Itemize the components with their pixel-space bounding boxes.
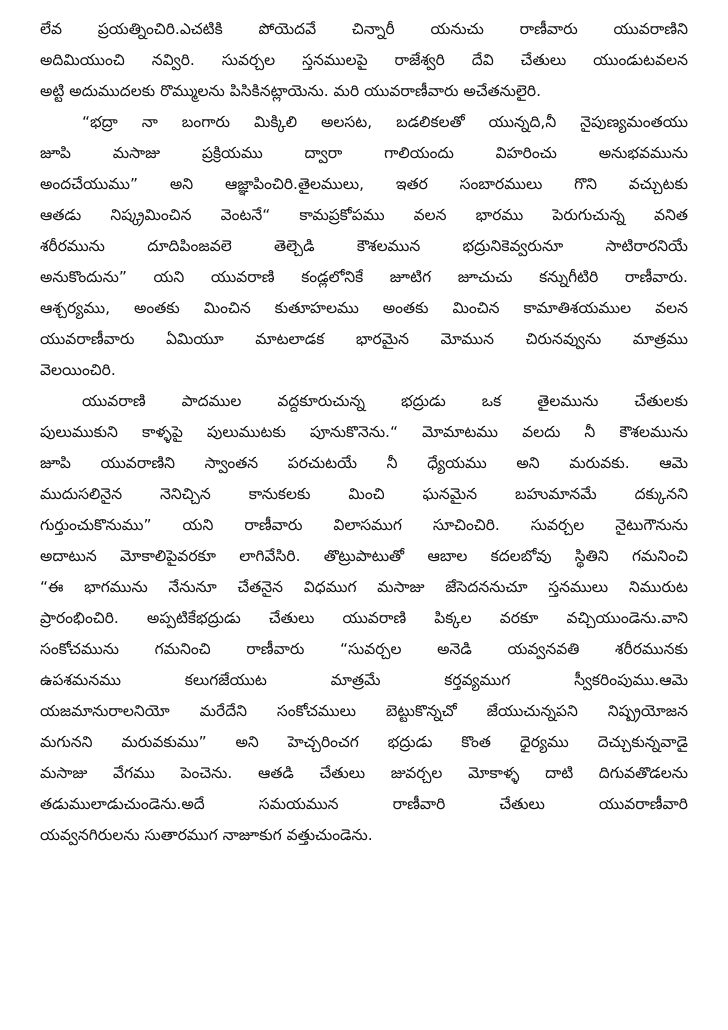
text-line-15: జూపి యువరాణిని స్వాంతన పరచుటయే నీ ధ్యేయము అని మరువకు. ఆమె bbox=[40, 454, 688, 472]
text-line-9: అనుకొందును” యని యువరాణి కండ్లలోనికే జూటిగ జూచుచు కన్నుగీటిరి రాణీవారు. bbox=[40, 268, 688, 286]
text-line-22: ఉపశమనము కలుగజేయుట మాత్రమే కర్తవ్యముగ స్వీకరింపుము.ఆమె bbox=[40, 671, 688, 689]
text-line-25: మసాజు వేగము పెంచెను. ఆతడి చేతులు జువర్చల మోకాళ్ళ దాటి దిగువతొడలను bbox=[40, 764, 688, 782]
text-line-2: అదిమియుంచి నవ్విరి. సువర్చల స్తనములపై రాజేశ్వరి దేవి చేతులు యుండుటవలన bbox=[40, 51, 688, 69]
text-line-14: పులుముకుని కాళ్ళపై పులుముటకు పూనుకొనెను.“ మోమాటము వలదు నీ కౌశలమును bbox=[40, 423, 688, 441]
text-line-26: తడుములాడుచుండెను.అదే సమయమున రాణీవారి చేతులు యువరాణీవారి bbox=[40, 795, 688, 813]
text-line-17: గుర్తుంచుకొనుము” యని రాణీవారు విలాసముగ సూచించిరి. సువర్చల నైటుగౌనును bbox=[40, 516, 688, 534]
text-line-13: యువరాణి పాదముల వద్దకూరుచున్న భద్రుడు ఒక తైలమును చేతులకు bbox=[82, 392, 688, 410]
text-line-3: అట్టి అదుముదలకు రొమ్ములను పిసికినట్లాయెను. మరి యువరాణీవారు అచేతనులైరి. bbox=[40, 82, 542, 100]
text-line-23: యజమానురాలనియో మరేదేని సంకోచములు బెట్టుకొన్నచో జేయుచున్నపని నిష్ప్రయోజన bbox=[40, 702, 688, 720]
text-line-18: అదాటున మోకాలిపైవరకూ లాగివేసిరి. తొట్రుపాటుతో ఆబాల కదలబోవు స్థితిని గమనించి bbox=[40, 547, 688, 565]
text-line-24: మగునని మరువకుము” అని హెచ్చరించగ భద్రుడు కొంత ధైర్యము దెచ్చుకున్నవాడై bbox=[40, 733, 688, 751]
text-line-6: అందచేయుము” అని ఆజ్ఞాపించిరి.తైలములు, ఇతర సంబారములు గొని వచ్చుటకు bbox=[40, 175, 688, 193]
text-line-1: లేవ ప్రయత్నించిరి.ఎచటికి పోయెదవే చిన్నారీ యనుచు రాణీవారు యువరాణిని bbox=[40, 20, 688, 38]
text-line-11: యువరాణీవారు ఏమియూ మాటలాడక భారమైన మోమున చిరునవ్వును మాత్రము bbox=[40, 330, 688, 348]
text-line-16: ముదుసలినైన నెనిచ్చిన కానుకలకు మించి ఘనమైన బహుమానమే దక్కునని bbox=[40, 485, 688, 503]
document-page bbox=[40, 14, 688, 1014]
text-line-21: సంకోచమును గమనించి రాణీవారు “సువర్చల అనెడి యవ్వనవతి శరీరమునకు bbox=[40, 640, 688, 658]
text-line-20: ప్రారంభించిరి. అప్పటికేభద్రుడు చేతులు యువరాణి పిక్కల వరకూ వచ్చియుండెను.వాని bbox=[40, 609, 688, 627]
text-line-27: యవ్వనగిరులను సుతారముగ నాజూకుగ వత్తుచుండెను. bbox=[40, 826, 373, 844]
text-line-7: ఆతడు నిష్క్రమించిన వెంటనే“ కామప్రకోపము వలన భారము పెరుగుచున్న వనిత bbox=[40, 206, 688, 224]
text-line-4: “భద్రా నా బంగారు మిక్కిలి అలసట, బడలికలతో యున్నది,నీ నైపుణ్యమంతయు bbox=[82, 113, 688, 131]
text-line-8: శరీరమును దూదిపింజవలె తెల్చెడి కౌశలమున భద్రునికెవ్వరునూ సాటిరారనియే bbox=[40, 237, 688, 255]
text-line-12: వెలయించిరి. bbox=[40, 361, 116, 379]
text-line-19: “ఈ భాగమును నేనునూ చేతనైన విధముగ మసాజు జేసెదననుచూ స్తనములు నిమురుట bbox=[40, 578, 688, 596]
text-line-10: ఆశ్చర్యము, అంతకు మించిన కుతూహలము అంతకు మించిన కామాతిశయముల వలన bbox=[40, 299, 688, 317]
text-line-5: జూపి మసాజు ప్రక్రియము ద్వారా గాలియందు విహరించు అనుభవమును bbox=[40, 144, 688, 162]
